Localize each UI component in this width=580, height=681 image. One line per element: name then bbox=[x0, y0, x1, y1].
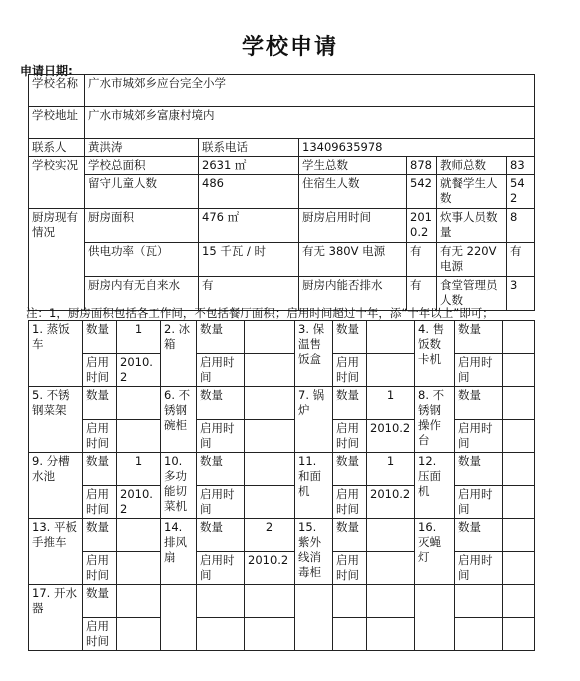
status-field-value: 486 bbox=[199, 175, 299, 209]
time-value bbox=[503, 354, 535, 387]
qty-value bbox=[117, 387, 161, 420]
empty-cell bbox=[333, 618, 367, 651]
qty-label: 数量 bbox=[455, 387, 503, 420]
time-label: 启用时间 bbox=[333, 486, 367, 519]
kitchen-field-label: 炊事人员数量 bbox=[437, 209, 507, 243]
qty-label: 数量 bbox=[83, 321, 117, 354]
kitchen-field-label: 厨房面积 bbox=[85, 209, 199, 243]
qty-label: 数量 bbox=[455, 321, 503, 354]
status-field-value: 542 bbox=[407, 175, 437, 209]
time-label: 启用时间 bbox=[83, 486, 117, 519]
qty-value bbox=[245, 321, 295, 354]
kitchen-field-value: 有 bbox=[407, 243, 437, 277]
kitchen-label: 厨房现有情况 bbox=[29, 209, 85, 311]
status-field-label: 学生总数 bbox=[299, 157, 407, 175]
time-value bbox=[367, 354, 415, 387]
qty-value bbox=[117, 585, 161, 618]
kitchen-field-label: 供电功率（瓦） bbox=[85, 243, 199, 277]
contact-label: 联系人 bbox=[29, 139, 85, 157]
empty-cell bbox=[295, 585, 333, 651]
qty-label: 数量 bbox=[83, 453, 117, 486]
time-value bbox=[245, 354, 295, 387]
form-note: 注：1，厨房面积包括各工作间，不包括餐厅面积；启用时间超过十年，添“十年以上”即可； bbox=[26, 306, 494, 320]
equipment-name: 9. 分槽水池 bbox=[29, 453, 83, 519]
time-value bbox=[117, 552, 161, 585]
empty-cell bbox=[197, 618, 245, 651]
qty-value bbox=[503, 387, 535, 420]
status-field-value: 2631 ㎡ bbox=[199, 157, 299, 175]
time-label: 启用时间 bbox=[83, 354, 117, 387]
qty-value bbox=[367, 321, 415, 354]
kitchen-field-label: 有无 220V 电源 bbox=[437, 243, 507, 277]
qty-label: 数量 bbox=[197, 453, 245, 486]
address-label: 学校地址 bbox=[29, 107, 85, 139]
time-label: 启用时间 bbox=[455, 552, 503, 585]
time-label: 启用时间 bbox=[455, 486, 503, 519]
status-field-value: 83 bbox=[507, 157, 535, 175]
empty-cell bbox=[333, 585, 367, 618]
school-info-table bbox=[28, 74, 535, 311]
time-value: 2010.2 bbox=[367, 486, 415, 519]
equipment-name: 17. 开水器 bbox=[29, 585, 83, 651]
time-label: 启用时间 bbox=[455, 420, 503, 453]
qty-value: 1 bbox=[367, 453, 415, 486]
status-field-label: 留守儿童人数 bbox=[85, 175, 199, 209]
time-label: 启用时间 bbox=[333, 420, 367, 453]
status-field-value: 878 bbox=[407, 157, 437, 175]
time-label: 启用时间 bbox=[333, 354, 367, 387]
kitchen-field-label: 厨房内有无自来水 bbox=[85, 277, 199, 311]
kitchen-field-value: 476 ㎡ bbox=[199, 209, 299, 243]
equipment-name: 7. 锅炉 bbox=[295, 387, 333, 453]
phone-label: 联系电话 bbox=[199, 139, 299, 157]
time-label: 启用时间 bbox=[83, 618, 117, 651]
school-name-label: 学校名称 bbox=[29, 75, 85, 107]
empty-cell bbox=[415, 585, 455, 651]
time-value bbox=[117, 618, 161, 651]
empty-cell bbox=[455, 585, 503, 618]
status-field-label: 教师总数 bbox=[437, 157, 507, 175]
empty-cell bbox=[245, 585, 295, 618]
time-label: 启用时间 bbox=[333, 552, 367, 585]
equipment-name: 2. 冰箱 bbox=[161, 321, 197, 387]
kitchen-field-value: 3 bbox=[507, 277, 535, 311]
time-label: 启用时间 bbox=[197, 552, 245, 585]
qty-label: 数量 bbox=[333, 519, 367, 552]
qty-value: 1 bbox=[367, 387, 415, 420]
qty-label: 数量 bbox=[83, 585, 117, 618]
equipment-name: 1. 蒸饭车 bbox=[29, 321, 83, 387]
qty-value bbox=[503, 519, 535, 552]
qty-label: 数量 bbox=[197, 321, 245, 354]
contact-value: 黄洪涛 bbox=[85, 139, 199, 157]
time-label: 启用时间 bbox=[455, 354, 503, 387]
empty-cell bbox=[245, 618, 295, 651]
kitchen-field-label: 厨房启用时间 bbox=[299, 209, 407, 243]
status-field-label: 住宿生人数 bbox=[299, 175, 407, 209]
phone-value: 13409635978 bbox=[299, 139, 535, 157]
equipment-name: 5. 不锈钢菜架 bbox=[29, 387, 83, 453]
empty-cell bbox=[197, 585, 245, 618]
equipment-name: 13. 平板手推车 bbox=[29, 519, 83, 585]
time-label: 启用时间 bbox=[83, 420, 117, 453]
qty-value: 2 bbox=[245, 519, 295, 552]
qty-value bbox=[245, 387, 295, 420]
empty-cell bbox=[503, 618, 535, 651]
equipment-name: 12. 压面机 bbox=[415, 453, 455, 519]
school-name-value: 广水市城郊乡应台完全小学 bbox=[85, 75, 535, 107]
qty-label: 数量 bbox=[83, 519, 117, 552]
time-value: 2010.2 bbox=[367, 420, 415, 453]
qty-value bbox=[367, 519, 415, 552]
qty-label: 数量 bbox=[197, 387, 245, 420]
qty-label: 数量 bbox=[455, 519, 503, 552]
time-label: 启用时间 bbox=[83, 552, 117, 585]
time-value bbox=[245, 486, 295, 519]
time-label: 启用时间 bbox=[197, 486, 245, 519]
equipment-name: 6. 不锈钢碗柜 bbox=[161, 387, 197, 453]
time-value: 2010.2 bbox=[117, 354, 161, 387]
empty-cell bbox=[161, 585, 197, 651]
equipment-table bbox=[28, 320, 535, 651]
kitchen-field-value: 15 千瓦 / 时 bbox=[199, 243, 299, 277]
status-label: 学校实况 bbox=[29, 157, 85, 209]
kitchen-field-value: 有 bbox=[507, 243, 535, 277]
empty-cell bbox=[455, 618, 503, 651]
kitchen-field-label: 食堂管理员人数 bbox=[437, 277, 507, 311]
time-value bbox=[503, 552, 535, 585]
equipment-name: 15. 紫外线消毒柜 bbox=[295, 519, 333, 585]
date-label: 申请日期: bbox=[20, 64, 73, 78]
qty-value: 1 bbox=[117, 453, 161, 486]
qty-value bbox=[503, 321, 535, 354]
kitchen-field-value: 8 bbox=[507, 209, 535, 243]
kitchen-field-label: 厨房内能否排水 bbox=[299, 277, 407, 311]
time-value bbox=[503, 486, 535, 519]
time-value: 2010.2 bbox=[117, 486, 161, 519]
kitchen-field-label: 有无 380V 电源 bbox=[299, 243, 407, 277]
kitchen-field-value: 有 bbox=[407, 277, 437, 311]
qty-value bbox=[503, 453, 535, 486]
time-label: 启用时间 bbox=[197, 354, 245, 387]
qty-label: 数量 bbox=[333, 387, 367, 420]
time-value bbox=[245, 420, 295, 453]
qty-label: 数量 bbox=[333, 453, 367, 486]
kitchen-field-value: 有 bbox=[199, 277, 299, 311]
time-value bbox=[503, 420, 535, 453]
time-value bbox=[367, 552, 415, 585]
status-field-label: 就餐学生人数 bbox=[437, 175, 507, 209]
empty-cell bbox=[367, 618, 415, 651]
qty-value: 1 bbox=[117, 321, 161, 354]
qty-label: 数量 bbox=[197, 519, 245, 552]
empty-cell bbox=[367, 585, 415, 618]
qty-value bbox=[245, 453, 295, 486]
equipment-name: 8. 不锈钢操作台 bbox=[415, 387, 455, 453]
qty-label: 数量 bbox=[455, 453, 503, 486]
kitchen-field-value: 2010.2 bbox=[407, 209, 437, 243]
address-value: 广水市城郊乡富康村境内 bbox=[85, 107, 535, 139]
equipment-name: 10. 多功能切菜机 bbox=[161, 453, 197, 519]
qty-label: 数量 bbox=[333, 321, 367, 354]
time-value: 2010.2 bbox=[245, 552, 295, 585]
equipment-name: 4. 售饭数卡机 bbox=[415, 321, 455, 387]
status-field-label: 学校总面积 bbox=[85, 157, 199, 175]
form-title: 学校申请 bbox=[241, 35, 338, 60]
qty-value bbox=[117, 519, 161, 552]
empty-cell bbox=[503, 585, 535, 618]
equipment-name: 11. 和面机 bbox=[295, 453, 333, 519]
qty-label: 数量 bbox=[83, 387, 117, 420]
equipment-name: 3. 保温售饭盒 bbox=[295, 321, 333, 387]
time-value bbox=[117, 420, 161, 453]
equipment-name: 16. 灭蝇灯 bbox=[415, 519, 455, 585]
equipment-name: 14. 排风扇 bbox=[161, 519, 197, 585]
time-label: 启用时间 bbox=[197, 420, 245, 453]
status-field-value: 542 bbox=[507, 175, 535, 209]
